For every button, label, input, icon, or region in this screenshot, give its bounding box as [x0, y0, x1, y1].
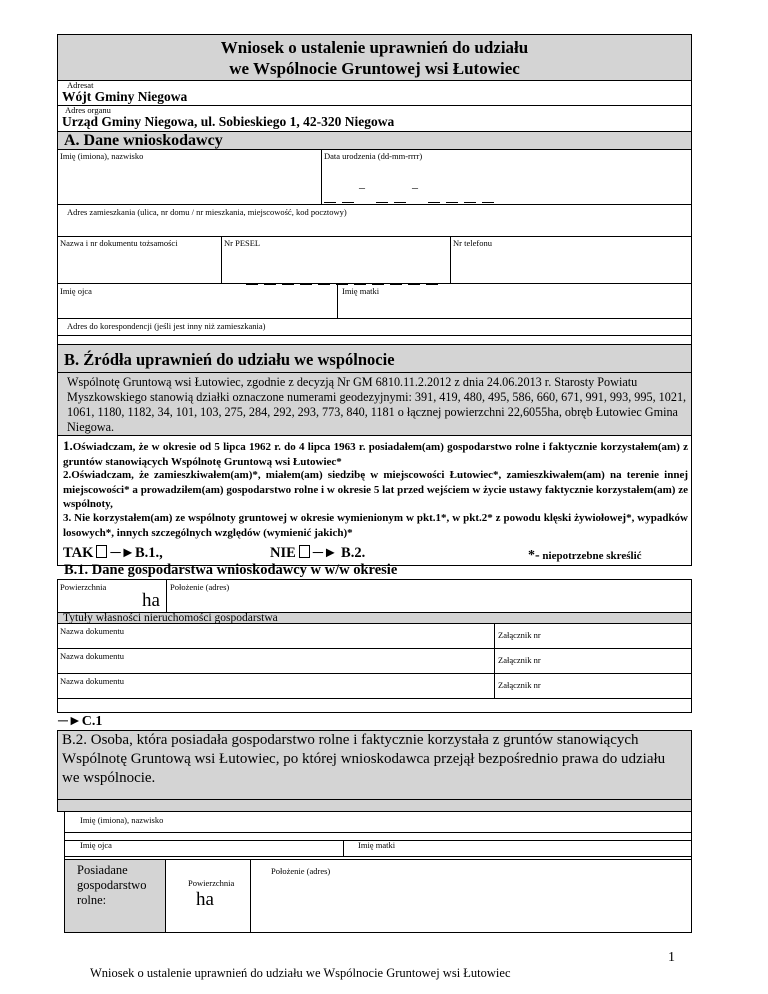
- phone-label: Nr telefonu: [453, 238, 492, 248]
- b1-area-field[interactable]: [57, 579, 167, 613]
- b1-doc-row-3[interactable]: [57, 673, 692, 699]
- tak-arrow: ─►B.1.,: [110, 545, 163, 561]
- b1-doc-att-label: Załącznik nr: [498, 655, 541, 665]
- statement-2[interactable]: 2.Oświadczam, że zamieszkiwałem(am)*, miałem(am) siedzibę w miejscowości Łutowiec*, zamieszkiwałem(am) na terenie innej miejscowości* a prowadziłem(am) gospodarstwo rolne i w okresie 5 lat przed wejściem w życie ustawy faktycznie korzystałem(am) ze wspólnoty,: [63, 469, 688, 510]
- section-b-intro-text: Wspólnotę Gruntową wsi Łutowiec, zgodnie z decyzją Nr GM 6810.11.2.2012 z dnia 24.06.2013 r. Starosty Powiatu Myszkowskiego stanowią działki oznaczone numerami geodezyjnymi: 391, 419, 480, 495, 586, 660, 671, 991, 993, 995, 1021, 1061, 1180, 1182, 34, 101, 103, 275, 284, 292, 293, 773, 840, 1181 o łącznej powierzchni 22,6055ha, obręb Łutowiec Gmina Niegowa.: [67, 375, 687, 434]
- b2-area-unit: ha: [196, 889, 214, 910]
- section-b2-text: B.2. Osoba, która posiadała gospodarstwo rolne i faktycznie korzystała z gruntów stanowiących Wspólnotę Gruntową wsi Łutowiec, po której wnioskodawca przejął bezpośrednio prawa do udziału we wspólnocie.: [62, 732, 666, 786]
- birth-sep-2: –: [412, 180, 418, 194]
- b2-area-label: Powierzchnia: [188, 878, 235, 888]
- section-a-title: A. Dane wnioskodawcy: [64, 132, 223, 149]
- applicant-name-label: Imię (imiona), nazwisko: [60, 151, 144, 161]
- statement-1-text: Oświadczam, że w okresie od 5 lipca 1962 r. do 4 lipca 1963 r. posiadałem(am) gospodarstwo rolne i faktycznie korzystałem(am) z gruntów stanowiących Wspólnotę Gruntową wsi Łutowiec*: [63, 441, 688, 468]
- b2-location-label: Położenie (adres): [271, 866, 331, 876]
- strike-note: [528, 546, 642, 564]
- section-b2-box: [57, 730, 692, 800]
- father-name-label: Imię ojca: [60, 286, 92, 296]
- birth-date-label: Data urodzenia (dd-mm-rrrr): [324, 151, 423, 161]
- organ-value[interactable]: Urząd Gminy Niegowa, ul. Sobieskiego 1, 42-320 Niegowa: [62, 114, 395, 129]
- section-a-heading: [57, 131, 692, 150]
- b1-titles-label: Tytuły własności nieruchomości gospodarstwa: [63, 612, 278, 624]
- strike-note-star: *-: [528, 548, 540, 563]
- correspondence-address-field[interactable]: [57, 318, 692, 336]
- strike-note-text: niepotrzebne skreślić: [539, 550, 642, 562]
- b2-area-field[interactable]: [165, 859, 251, 933]
- b1-area-unit: ha: [142, 590, 160, 611]
- b2-father-label: Imię ojca: [80, 840, 112, 850]
- statement-1-number: 1.: [63, 438, 73, 453]
- b1-doc-att-label: Załącznik nr: [498, 680, 541, 690]
- adresat-box: [57, 80, 692, 132]
- section-b-statements: [57, 435, 692, 566]
- mother-name-field[interactable]: [337, 283, 692, 319]
- b1-location-field[interactable]: [166, 579, 692, 613]
- statement-3[interactable]: 3. Nie korzystałem(am) ze wspólnoty gruntowej w okresie wymienionym w pkt.1*, w pkt.2* z powodu klęski żywiołowej*, wypadków losowych*, innych szczególnych względów (wymienić jakich)*: [63, 512, 688, 539]
- b1-doc-name-label: Nazwa dokumentu: [60, 651, 124, 661]
- b2-name-field[interactable]: [64, 811, 692, 833]
- id-document-label: Nazwa i nr dokumentu tożsamości: [60, 238, 178, 248]
- pesel-label: Nr PESEL: [224, 238, 261, 248]
- nie-label: NIE: [270, 545, 296, 561]
- goto-c1: ─►C.1: [58, 714, 103, 729]
- section-b-intro: [57, 372, 692, 436]
- form-title-line1: Wniosek o ustalenie uprawnień do udziału: [220, 38, 529, 57]
- form-title-line2: we Wspólnocie Gruntowej wsi Łutowiec: [229, 59, 520, 78]
- b1-area-label: Powierzchnia: [60, 582, 107, 592]
- b1-doc-name-label: Nazwa dokumentu: [60, 626, 124, 636]
- organ-label: Adres organu: [65, 105, 111, 115]
- b1-doc-name-label: Nazwa dokumentu: [60, 676, 124, 686]
- footer-text: Wniosek o ustalenie uprawnień do udziału we Wspólnocie Gruntowej wsi Łutowiec: [90, 966, 511, 980]
- pesel-field[interactable]: [221, 236, 451, 284]
- tak-option[interactable]: [63, 545, 163, 562]
- adresat-value[interactable]: Wójt Gminy Niegowa: [62, 89, 188, 104]
- applicant-name-field[interactable]: [57, 149, 322, 205]
- section-b1-title: B.1. Dane gospodarstwa wnioskodawcy w w/w okresie: [64, 562, 398, 578]
- page-number: 1: [668, 950, 675, 965]
- b2-farm-label: Posiadane gospodarstwo rolne:: [77, 863, 147, 907]
- b2-mother-label: Imię matki: [358, 840, 396, 850]
- residence-address-field[interactable]: [57, 204, 692, 237]
- b2-mother-field[interactable]: [343, 840, 692, 857]
- form-title-box: [57, 34, 692, 81]
- b2-father-field[interactable]: [64, 840, 344, 857]
- section-b-heading: [57, 344, 692, 373]
- tak-checkbox[interactable]: [96, 545, 107, 558]
- nie-option[interactable]: [270, 545, 365, 562]
- b1-location-label: Położenie (adres): [170, 582, 230, 592]
- b2-location-field[interactable]: [250, 859, 692, 933]
- b1-doc-row-2[interactable]: [57, 648, 692, 674]
- birth-date-field[interactable]: [321, 149, 692, 205]
- residence-address-label: Adres zamieszkania (ulica, nr domu / nr mieszkania, miejscowość, kod pocztowy): [67, 207, 347, 217]
- id-document-field[interactable]: [57, 236, 222, 284]
- b1-doc-row-1[interactable]: [57, 623, 692, 649]
- adresat-label: Adresat: [67, 80, 94, 90]
- statement-1[interactable]: [63, 439, 688, 469]
- nie-checkbox[interactable]: [299, 545, 310, 558]
- nie-arrow: ─► B.2.: [312, 545, 366, 561]
- b1-spacer: [57, 698, 692, 713]
- mother-name-label: Imię matki: [342, 286, 380, 296]
- correspondence-address-label: Adres do korespondencji (jeśli jest inny niż zamieszkania): [67, 321, 266, 331]
- phone-field[interactable]: [450, 236, 692, 284]
- b1-doc-att-label: Załącznik nr: [498, 630, 541, 640]
- father-name-field[interactable]: [57, 283, 338, 319]
- tak-label: TAK: [63, 545, 94, 561]
- b2-farm-label-box: [64, 859, 166, 933]
- section-b-title: B. Źródła uprawnień do udziału we wspólnocie: [64, 350, 395, 369]
- birth-sep-1: –: [359, 180, 365, 194]
- b2-name-label: Imię (imiona), nazwisko: [80, 815, 164, 825]
